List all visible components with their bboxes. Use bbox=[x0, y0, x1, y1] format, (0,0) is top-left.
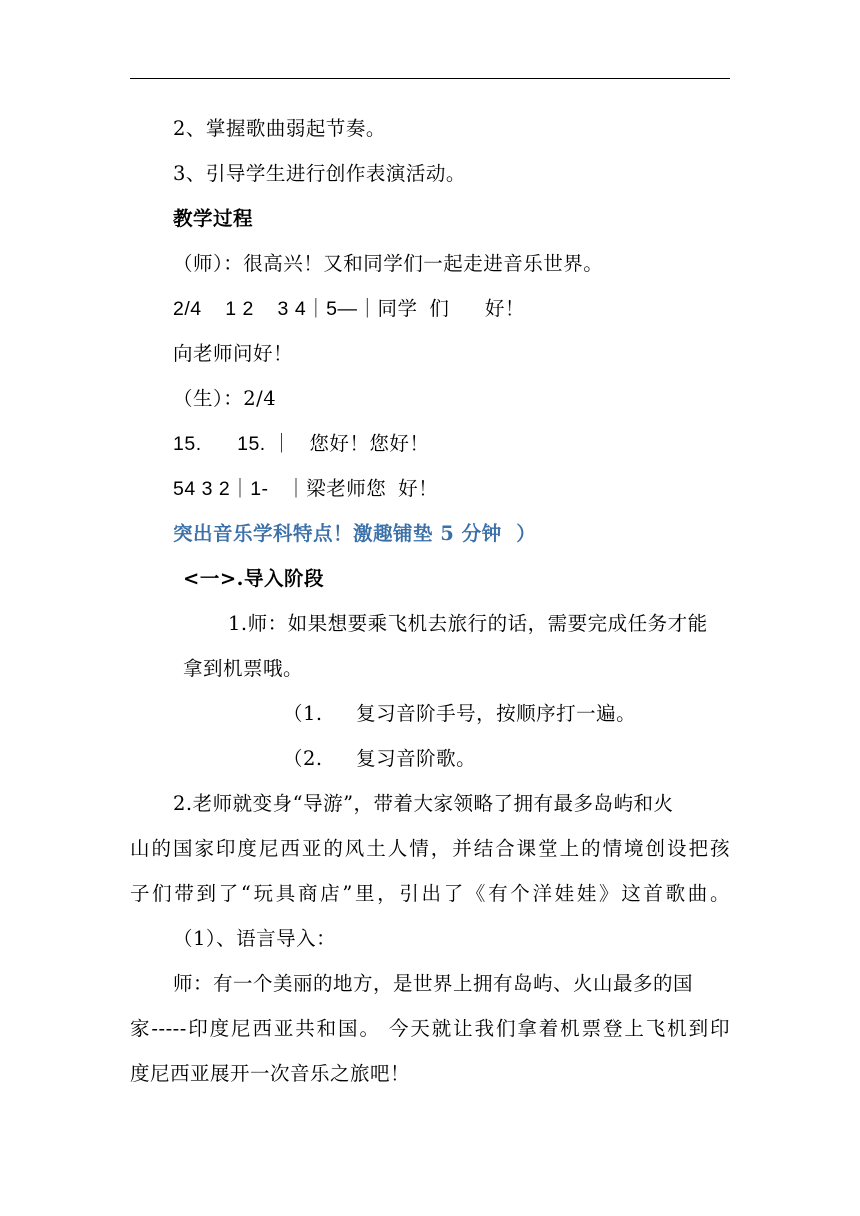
notation-line-3: 54 3 2｜1- ｜梁老师您 好！ bbox=[173, 478, 439, 500]
stage-heading-introduction: <一>.导入阶段 bbox=[183, 567, 324, 590]
subsection-language-intro: （1）、语言导入： bbox=[173, 927, 337, 950]
paragraph-1-line-2: 拿到机票哦。 bbox=[183, 657, 304, 680]
list-item-1: （1. 复习音阶手号，按顺序打一遍。 bbox=[283, 702, 637, 725]
paragraph-1-line-1: 1.师：如果想要乘飞机去旅行的话，需要完成任务才能 bbox=[228, 612, 708, 635]
paragraph-3-line-3: 度尼西亚展开一次音乐之旅吧！ bbox=[130, 1062, 411, 1085]
paragraph-2-line-1: 2.老师就变身“导游”，带着大家领略了拥有最多岛屿和火 bbox=[173, 792, 674, 815]
section-heading-teaching-process: 教学过程 bbox=[173, 207, 254, 230]
greet-teacher-line: 向老师问好！ bbox=[173, 342, 294, 365]
header-rule bbox=[130, 78, 730, 79]
objective-2: 2、掌握歌曲弱起节奏。 bbox=[173, 117, 386, 140]
teacher-greeting: （师）：很高兴！又和同学们一起走进音乐世界。 bbox=[173, 252, 604, 275]
paragraph-2-line-3: 子们带到了“玩具商店”里，引出了《有个洋娃娃》这首歌曲。 bbox=[130, 882, 730, 905]
paragraph-3-line-1: 师：有一个美丽的地方，是世界上拥有岛屿、火山最多的国 bbox=[173, 972, 694, 995]
student-notation-intro: （生）：2/4 bbox=[173, 387, 277, 410]
list-item-2: （2. 复习音阶歌。 bbox=[283, 747, 477, 770]
notation-line-2: 15. 15. ｜ 您好！您好！ bbox=[173, 433, 430, 455]
highlight-note: 突出音乐学科特点！激趣铺垫 5 分钟 ） bbox=[173, 522, 537, 545]
notation-line-1: 2/4 1 2 3 4｜5—｜同学 们 好！ bbox=[173, 298, 525, 320]
paragraph-2-line-2: 山的国家印度尼西亚的风土人情，并结合课堂上的情境创设把孩 bbox=[130, 837, 730, 860]
objective-3: 3、引导学生进行创作表演活动。 bbox=[173, 162, 466, 185]
paragraph-3-line-2: 家-----印度尼西亚共和国。 今天就让我们拿着机票登上飞机到印 bbox=[130, 1017, 730, 1040]
